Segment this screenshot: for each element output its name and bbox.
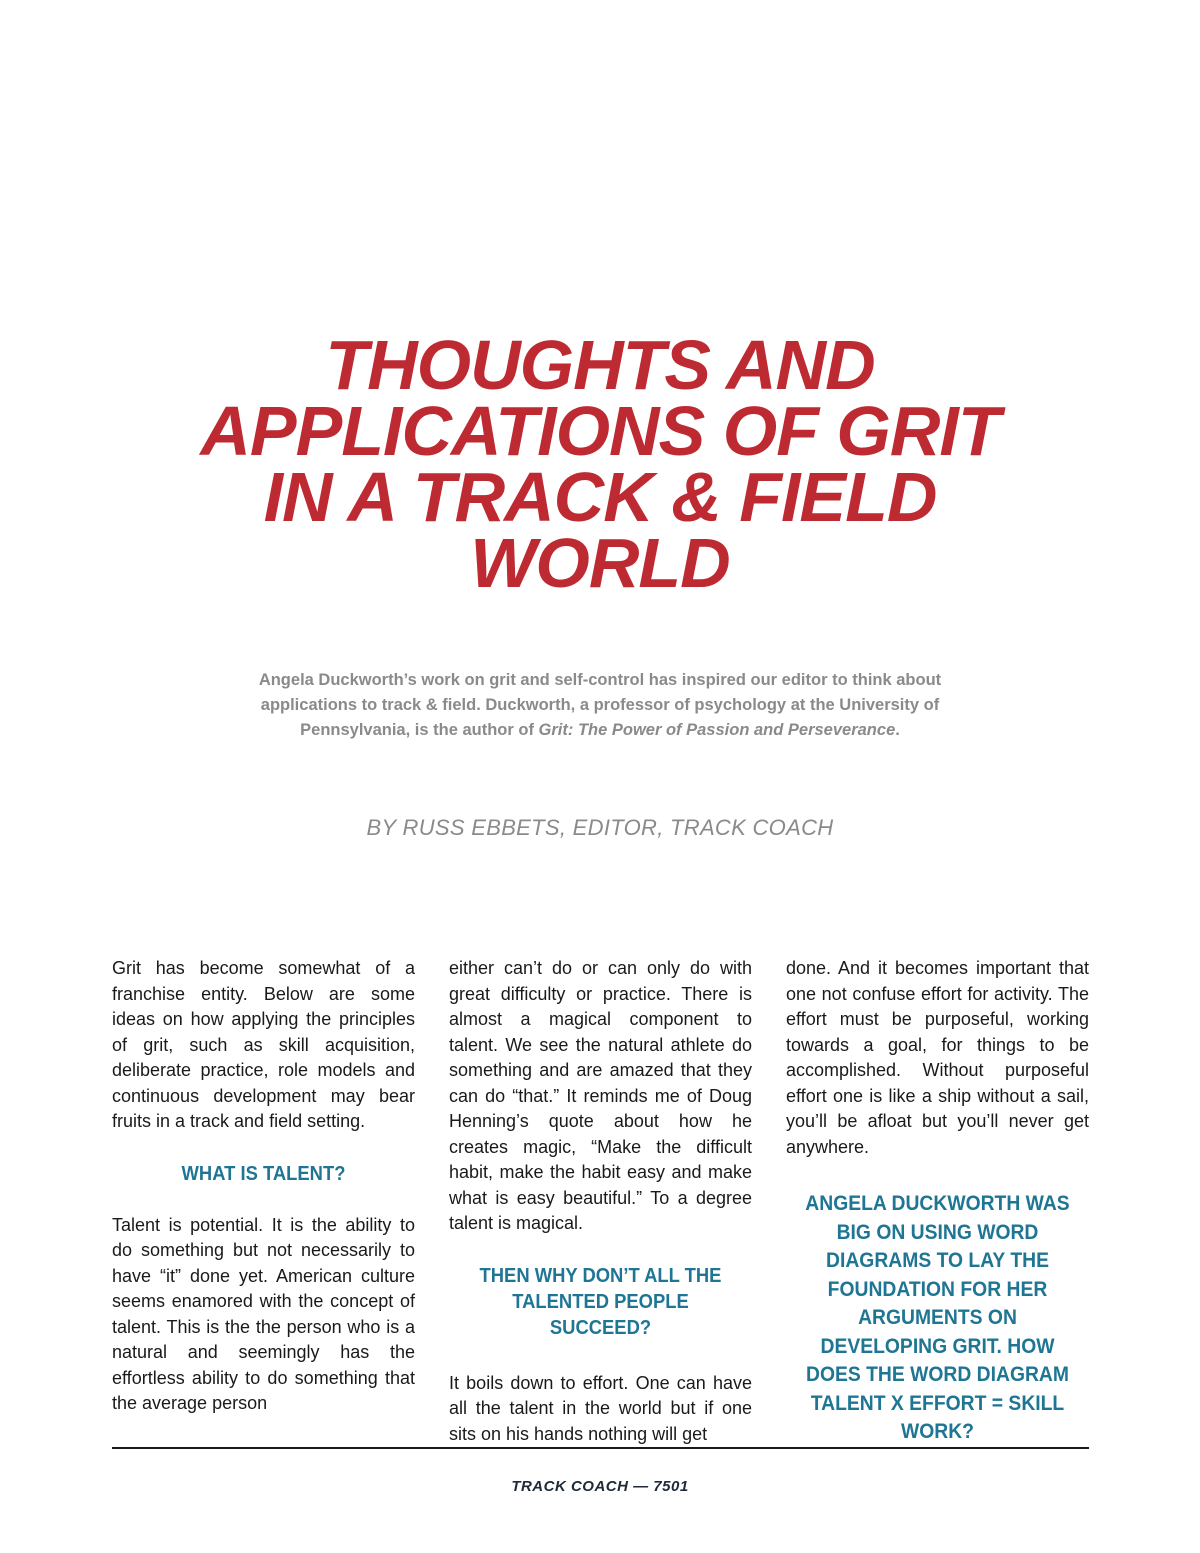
intro-deck	[215, 668, 985, 743]
book-title: Grit: The Power of Passion and Perseverance	[538, 721, 896, 739]
title-line: IN A TRACK & FIELD	[263, 458, 937, 536]
column-3	[786, 956, 1089, 1447]
title-line: THOUGHTS AND	[325, 326, 875, 404]
paragraph: either can’t do or can only do with great difficulty or practice. There is almost a magical component to talent. We see the natural athlete do something and are amazed that they can do “that.” It reminds me of Doug Henning’s quote about how he creates magic, “Make the difficult habit, make the habit easy and make what is easy beautiful.” To a degree talent is magical.	[449, 958, 752, 1233]
section-heading: THEN WHY DON’T ALL THE TALENTED PEOPLE SUCCEED?	[479, 1264, 722, 1339]
page-footer: TRACK COACH — 7501	[511, 1478, 689, 1495]
paragraph: done. And it becomes important that one not confuse effort for activity. The effort must be purposeful, working towards a goal, for things to be accomplished. Without purposeful effort one is like a ship without a sail, you’ll be afloat but you’ll never get anywhere.	[786, 958, 1089, 1157]
paragraph: Talent is potential. It is the ability to do something but not necessarily to have “it” done yet. American culture seems enamored with the concept of talent. This is the the person who is a natural and seemingly has the effortless ability to do something that the average person	[112, 1214, 415, 1413]
column-1	[112, 956, 415, 1417]
section-heading: WHAT IS TALENT?	[181, 1162, 346, 1185]
paragraph: Grit has become somewhat of a franchise entity. Below are some ideas on how applying the principles of grit, such as skill acquisition, deliberate practice, role models and continuous development may bear fruits in a track and field setting.	[112, 958, 415, 1131]
byline: BY RUSS EBBETS, EDITOR, TRACK COACH	[366, 815, 834, 840]
footer-rule	[112, 1447, 1089, 1449]
title-line: APPLICATIONS OF GRIT	[200, 392, 1000, 470]
paragraph: It boils down to effort. One can have all the talent in the world but if one sits on his hands nothing will get	[449, 1372, 752, 1444]
intro-end: .	[895, 721, 900, 739]
column-2	[449, 956, 752, 1447]
title-line: WORLD	[470, 524, 730, 602]
article-title	[100, 326, 1100, 602]
pull-quote: ANGELA DUCKWORTH WAS BIG ON USING WORD DIAGRAMS TO LAY THE FOUNDATION FOR HER ARGUMENTS ON DEVELOPING GRIT. HOW DOES THE WORD DIAGRAM TALENT X EFFORT = SKILL WORK?	[805, 1192, 1070, 1443]
intro-text: Angela Duckworth’s work on grit and self-control has inspired our editor to think about applications to track & field. Duckworth, a professor of psychology at the University of Pennsylvania, is the author of	[258, 671, 942, 739]
